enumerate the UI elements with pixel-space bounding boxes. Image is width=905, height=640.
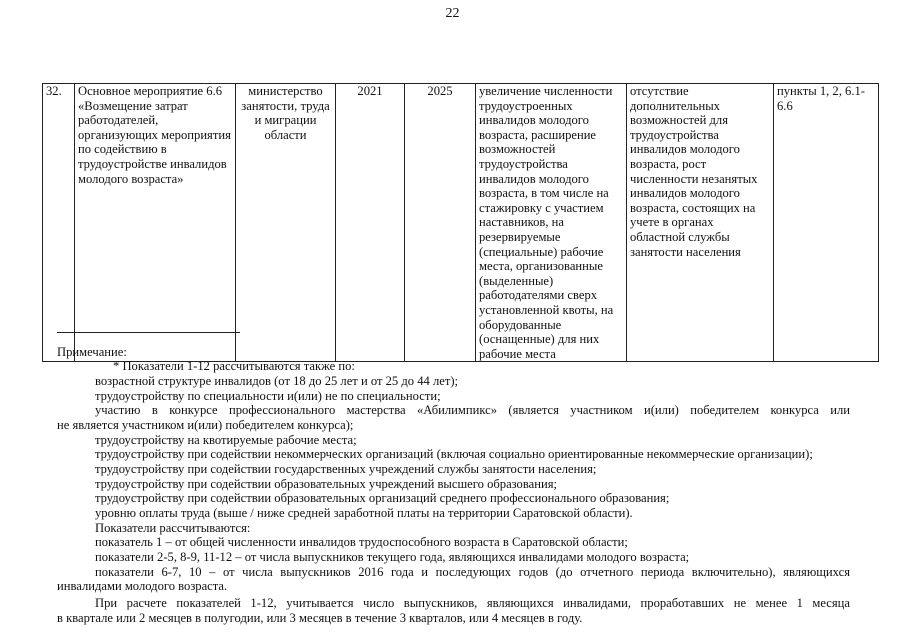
note-line: не является участником и(или) победителем конкурса); [57,418,354,432]
note-line: возрастной структуре инвалидов (от 18 до 25 лет и от 25 до 44 лет); [95,374,459,388]
note-line: инвалидами молодого возраста. [57,579,228,593]
note-line: * Показатели 1-12 рассчитываются также по: [113,359,355,373]
note-line: в квартале или 2 месяцев в полугодии, или 3 месяцев в течение 3 кварталов, или 4 месяцев в году. [57,611,583,625]
note-line: показатель 1 – от общей численности инвалидов трудоспособного возраста в Саратовской области; [95,535,628,549]
row-number: 32. [43,84,75,362]
measure-name: Основное мероприятие 6.6 «Возмещение затрат работодателей, организующих мероприятия по содействию в трудоустройстве инвалидов молодого возраста» [75,84,236,362]
note-line: трудоустройству по специальности и(или) не по специальности; [95,389,441,403]
note-line: участию в конкурсе профессионального мастерства «Абилимпикс» (является участником и(или) победителем конкурса или [95,403,850,417]
note-line: показатели 2-5, 8-9, 11-12 – от числа выпускников текущего года, являющихся инвалидами молодого возраста; [95,550,690,564]
table-row [43,84,879,362]
note-line: трудоустройству при содействии образовательных учреждений высшего образования; [95,477,557,491]
note-line: При расчете показателей 1-12, учитывается число выпускников, являющихся инвалидами, проработавших не менее 1 месяца [95,596,850,610]
note-line: трудоустройству при содействии некоммерческих организаций (включая социально ориентированные некоммерческие организации); [95,447,813,461]
end-year: 2025 [405,84,476,362]
start-year: 2021 [336,84,405,362]
note-line: трудоустройству при содействии образовательных организаций среднего профессионального образования; [95,491,670,505]
note-line: Показатели рассчитываются: [95,521,251,535]
page-number: 22 [445,6,460,21]
note-line: трудоустройству при содействии государственных учреждений службы занятости населения; [95,462,597,476]
note-line: трудоустройству на квотируемые рабочие места; [95,433,357,447]
footnote-rule [57,332,240,333]
program-table [42,83,879,362]
expected-result: увеличение численности трудоустроенных инвалидов молодого возраста, расширение возможностей трудоустройства инвалидов молодого возраста, в том числе на стажировку с участием наставников, на резервируемые (специальные) рабочие места, организованные (выделенные) работодателями сверх установленной квоты, на оборудованные (оснащенные) для них рабочие места [476,84,627,362]
executor: министерство занятости, труда и миграции области [236,84,336,362]
indicators: пункты 1, 2, 6.1-6.6 [774,84,879,362]
notes-title: Примечание: [57,345,127,359]
note-line: уровню оплаты труда (выше / ниже средней заработной платы на территории Саратовской области). [95,506,633,520]
note-line: показатели 6-7, 10 – от числа выпускников 2016 года и последующих годов (до отчетного периода включительно), являющихся [95,565,850,579]
consequences: отсутствие дополнительных возможностей для трудоустройства инвалидов молодого возраста, рост численности незанятых инвалидов молодого возраста, состоящих на учете в органах областной службы занятости населения [627,84,774,362]
